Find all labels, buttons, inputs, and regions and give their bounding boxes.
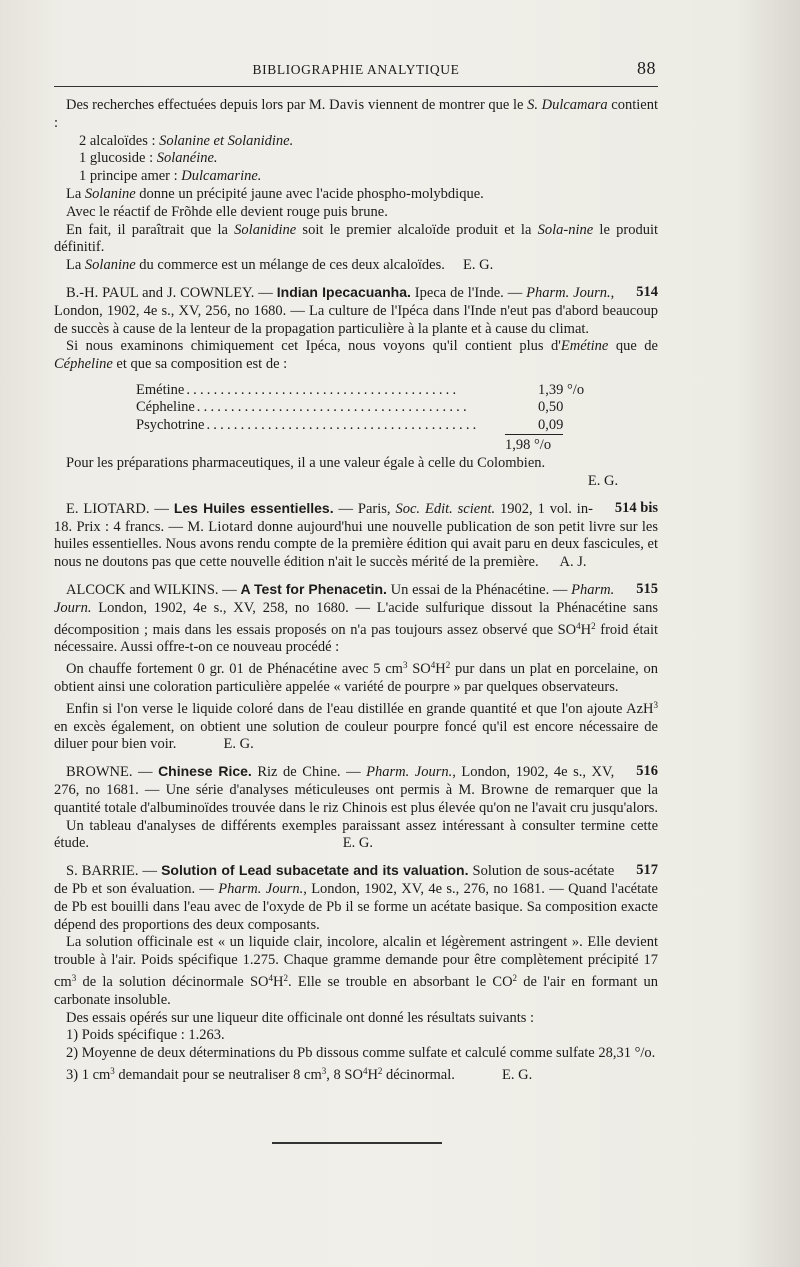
running-title: BIBLIOGRAPHIE ANALYTIQUE bbox=[252, 62, 460, 77]
list-item: 2 alcaloïdes : Solanine et Solanidine. bbox=[79, 132, 294, 149]
header-rule bbox=[54, 86, 658, 87]
entry-heading: 514 bis E. LIOTARD. — Les Huiles essentielles. — Paris, Soc. Edit. scient. 1902, 1 vol. in-18. Prix : 4 francs. — M. Liotard donne aujourd'hui une nouvelle publication de son petit livre sur les huiles essentielles. Nous avons rendu compte de la première édition qui avait paru en deux fascicules, et nous ne doutons pas que cette nouvelle édition n'ait le succès mérité de la première. A. J. bbox=[54, 499, 658, 571]
component-name: Psychotrine bbox=[136, 416, 205, 433]
composition-row bbox=[136, 382, 596, 400]
component-value: 1,39 °/o bbox=[538, 381, 585, 398]
entry-heading: 515 ALCOCK and WILKINS. — A Test for Phenacetin. Un essai de la Phénacétine. — Pharm. Journ. London, 1902, 4e s., XV, 258, no 1680. — L'acide sulfurique dissout la Phénacétine sans décomposition ; mais dans les essais proposés on n'a pas toujours assez observé que $SO^4H^2$ froid était nécessaire. Aussi offre-t-on ce nouveau procédé : bbox=[54, 581, 658, 656]
entry-number: 515 bbox=[636, 581, 658, 598]
composition-row bbox=[136, 417, 596, 435]
page-number: 88 bbox=[637, 58, 656, 78]
entry-heading: 516 BROWNE. — Chinese Rice. Riz de Chine. — Pharm. Journ., London, 1902, 4e s., XV, 276, no 1681. — Une série d'analyses méticuleuses ont permis à M. Browne de remarquer que la quantité totale d'albuminoïdes trouvée dans le riz Chinois est plus élevée qu'on ne l'avait cru jusqu'alors. bbox=[54, 763, 658, 816]
composition-total: 1,98 °/o bbox=[505, 434, 563, 455]
result-item: 1) Poids spécifique : 1.263. bbox=[66, 1027, 225, 1044]
paragraph: La Solanine du commerce est un mélange de ces deux alcaloïdes. E. G. bbox=[66, 257, 494, 274]
composition-row bbox=[136, 399, 596, 417]
signature: A. J. bbox=[559, 554, 587, 571]
paragraph: La solution officinale est « un liquide clair, incolore, alcalin et légèrement astringent ». Elle devient trouble à l'air. Poids spécifique 1.275. Chaque gramme demande pour être complètement précipité 17 $cm^3$ de la solution décinormale $SO^4H^2$. Elle se trouble en absorbant le $CO^2$ de l'air en formant un carbonate insoluble. bbox=[54, 934, 658, 1008]
entry-516 bbox=[54, 763, 658, 853]
body-text bbox=[54, 97, 658, 1085]
entry-number: 514 bis bbox=[614, 499, 658, 516]
component-value: 0,50 bbox=[538, 399, 564, 416]
signature: E. G. bbox=[342, 835, 373, 852]
entry-number: 517 bbox=[636, 862, 658, 879]
composition-table bbox=[136, 382, 596, 455]
paragraph: Des essais opérés sur une liqueur dite officinale ont donné les résultats suivants : bbox=[66, 1009, 535, 1026]
component-name: Cépheline bbox=[136, 399, 195, 416]
list-item: 1 principe amer : Dulcamarine. bbox=[79, 168, 262, 185]
result-item: 2) Moyenne de deux déterminations du Pb dissous comme sulfate et calculé comme sulfate 28,31 °/o. bbox=[66, 1045, 656, 1062]
result-item: 3) 1 $cm^3$ demandait pour se neutraliser 8 $cm^3$, 8 $SO^4H^2$ décinormal. E. G. bbox=[66, 1065, 533, 1083]
paragraph: On chauffe fortement 0 gr. 01 de Phénacétine avec 5 $cm^3$ $SO^4H^2$ pur dans un plat en porcelaine, on obtient ainsi une coloration particulière appelée « variété de pourpre » par quelques observateurs. bbox=[54, 660, 658, 696]
entry-heading: 517 S. BARRIE. — Solution of Lead subacetate and its valuation. Solution de sous-acétate de Pb et son évaluation. — Pharm. Journ., London, 1902, XV, 4e s., 276, no 1681. — Quand l'acétate de Pb est bouilli dans l'eau avec de l'oxyde de Pb il se forme un acétate basique. Sa composition exacte dépend des proportions des deux composants. bbox=[54, 862, 658, 933]
signature: E. G. bbox=[587, 473, 619, 490]
paragraph: Avec le réactif de Frõhde elle devient rouge puis brune. bbox=[66, 203, 388, 220]
page-header bbox=[54, 58, 658, 88]
paragraph: Pour les préparations pharmaceutiques, il a une valeur égale à celle du Colombien. bbox=[66, 455, 546, 472]
paragraph: Enfin si l'on verse le liquide coloré dans de l'eau distillée en grande quantité et que l'on ajoute AzH$^3$ en excès également, on obtient une solution de couleur pourpre foncé qu'il est encore nécessaire de diluer pour bien voir. E. G. bbox=[54, 699, 658, 753]
entry-number: 516 bbox=[636, 763, 658, 780]
component-value: 0,09 bbox=[538, 416, 564, 433]
intro-section bbox=[54, 97, 658, 275]
paragraph: Un tableau d'analyses de différents exemples paraissant assez intéressant à consulter termine cette étude. E. G. bbox=[54, 817, 658, 852]
signature: E. G. bbox=[502, 1066, 533, 1083]
entry-514 bbox=[54, 284, 658, 491]
paragraph: En fait, il paraîtrait que la Solanidine soit le premier alcaloïde produit et la Sola-nine le produit définitif. bbox=[54, 221, 658, 256]
component-name: Emétine bbox=[136, 381, 185, 398]
entry-number: 514 bbox=[636, 283, 658, 300]
signature: E. G. bbox=[463, 257, 494, 274]
leader-dots: ........................................ bbox=[196, 399, 470, 416]
leader-dots: ........................................ bbox=[186, 381, 460, 398]
paragraph: La Solanine donne un précipité jaune avec l'acide phospho-molybdique. bbox=[66, 185, 484, 202]
paragraph: Des recherches effectuées depuis lors par M. Davis viennent de montrer que le S. Dulcamara contient : bbox=[54, 97, 659, 131]
entry-heading: 514 B.-H. PAUL and J. COWNLEY. — Indian Ipecacuanha. Ipeca de l'Inde. — Pharm. Journ., London, 1902, 4e s., XV, 256, no 1680. — La culture de l'Ipéca dans l'Inde n'eut pas d'abord beaucoup de succès à cause de la lenteur de la propagation particulière à la plante et à cause du climat. bbox=[54, 283, 658, 337]
signature: E. G. bbox=[223, 736, 254, 753]
list-item: 1 glucoside : Solanéine. bbox=[79, 150, 218, 167]
entry-514-bis bbox=[54, 500, 658, 572]
paragraph: Si nous examinons chimiquement cet Ipéca, nous voyons qu'il contient plus d'Emétine que de Cépheline et que sa composition est de : bbox=[54, 338, 658, 373]
bottom-rule bbox=[272, 1142, 442, 1144]
leader-dots: ........................................ bbox=[206, 416, 480, 433]
entry-515 bbox=[54, 581, 658, 754]
entry-517 bbox=[54, 862, 658, 1085]
